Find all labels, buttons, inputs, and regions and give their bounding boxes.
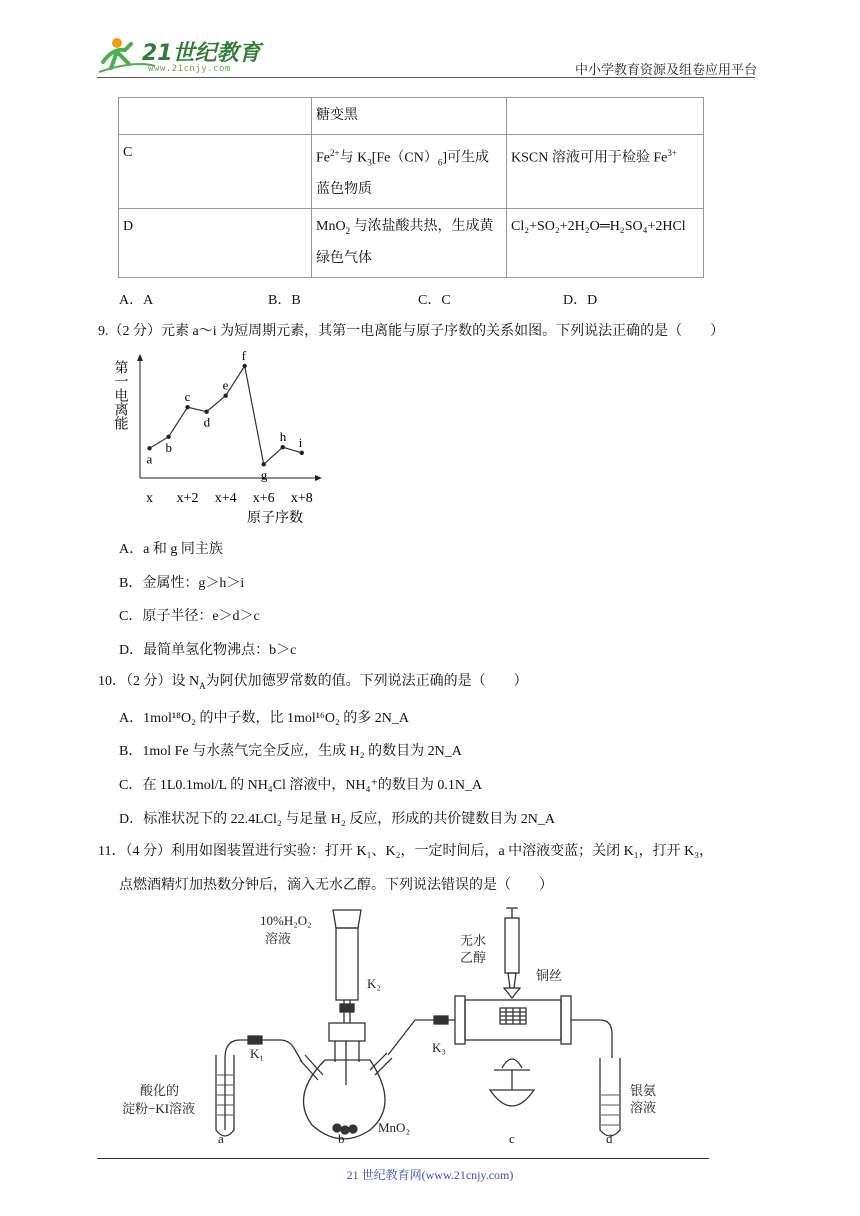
apparatus-diagram — [122, 900, 690, 1150]
ethanol-label-2: 乙醇 — [460, 950, 487, 965]
table-cell: Cl₂+SO₂+2H₂O═H₂SO₄+2HCl — [507, 209, 704, 278]
q11-stem-line2: 点燃酒精灯加热数分钟后，滴入无水乙醇。下列说法错误的是（ ） — [119, 878, 553, 893]
ethanol-label: 无水 — [460, 933, 487, 948]
table-row — [119, 98, 704, 135]
q9-stem: 9.（2 分）元素 a～i 为短周期元素，其第一电离能与原子序数的关系如图。下列说法正确的是（ ） — [98, 324, 725, 339]
x-tick-label: x — [146, 491, 154, 506]
table-row — [119, 135, 704, 209]
point-label: f — [241, 348, 247, 363]
alcohol-lamp — [502, 1059, 522, 1068]
q8-option-c: C．C — [418, 293, 451, 308]
x-tick-label: x+2 — [176, 491, 199, 506]
q8-option-a: A．A — [119, 293, 154, 308]
table-cell: 糖变黑 — [312, 98, 507, 135]
y-axis-label: 第一电离能 — [112, 360, 128, 430]
point-label: c — [184, 389, 191, 405]
data-point — [242, 364, 246, 368]
data-point — [147, 446, 151, 450]
q8-table — [118, 97, 704, 278]
solution-a-label: 酸化的 — [140, 1083, 180, 1098]
q10-option-b: B．1mol Fe 与水蒸气完全反应，生成 H₂ 的数目为 2N_A — [119, 744, 462, 759]
k3-label: K₃ — [432, 1040, 446, 1055]
mno2-label: MnO₂ — [378, 1120, 410, 1135]
data-point — [300, 451, 304, 455]
x-tick-label: x+6 — [252, 491, 275, 506]
q9-option-b: B．金属性：g＞h＞i — [119, 576, 245, 591]
q10-option-a: A．1mol¹⁸O₂ 的中子数，比 1mol¹⁶O₂ 的多 2N_A — [119, 711, 410, 726]
point-label: b — [165, 439, 173, 455]
footer-divider — [97, 1158, 709, 1159]
table-cell: $Fe^{2+}$与 $K_3[Fe(CN)_6]$可生成 蓝色物质 — [312, 135, 507, 209]
q8-option-d: D．D — [563, 293, 598, 308]
footer-text: 21 世纪教育网(www.21cnjy.com) — [346, 1168, 514, 1182]
data-point — [262, 462, 266, 466]
logo-title: 21世纪教育 — [142, 41, 261, 66]
point-label: e — [222, 377, 229, 393]
label-c: c — [509, 1131, 515, 1146]
point-label: d — [203, 414, 211, 430]
table-cell: KSCN 溶液可用于检验 $Fe^{3+}$ — [507, 135, 704, 209]
x-axis-label: 原子序数 — [247, 511, 303, 526]
point-label: i — [298, 434, 303, 450]
h2o2-label-2: 溶液 — [265, 931, 292, 946]
q10-option-c: C．在 1L0.1mol/L 的 NH₄Cl 溶液中，NH₄⁺的数目为 0.1N_A — [119, 778, 483, 793]
q9-option-d: D．最简单氢化物沸点：b＞c — [119, 643, 297, 658]
table-cell: C — [119, 135, 312, 209]
point-label: a — [146, 451, 153, 467]
header-divider — [97, 77, 755, 78]
dropping-funnel — [336, 928, 358, 1000]
label-a: a — [218, 1131, 224, 1146]
x-tick-label: x+4 — [214, 491, 237, 506]
label-d: d — [606, 1131, 613, 1146]
q9-option-a: A．a 和 g 同主族 — [119, 542, 223, 557]
copper-label: 铜丝 — [536, 968, 563, 983]
logo-url: www.21cnjy.com — [148, 64, 231, 74]
table-cell: MnO$_2$ 与浓盐酸共热，生成黄 绿色气体 — [312, 209, 507, 278]
x-tick-label: x+8 — [290, 491, 313, 506]
data-point — [166, 435, 170, 439]
data-point — [223, 394, 227, 398]
solution-d-label-2: 溶液 — [630, 1100, 657, 1115]
label-b: b — [338, 1131, 345, 1146]
data-point — [185, 405, 189, 409]
q9-option-c: C．原子半径：e＞d＞c — [119, 609, 260, 624]
test-tube-d — [600, 1058, 620, 1136]
k1-label: K₁ — [250, 1046, 264, 1061]
h2o2-label: 10%H₂O₂ — [260, 913, 312, 928]
platform-name: 中小学教育资源及组卷应用平台 — [574, 63, 757, 78]
q8-option-b: B．B — [268, 293, 301, 308]
q10-stem: 10．（2 分）设 $N_A$为阿伏加德罗常数的值。下列说法正确的是（ ） — [98, 674, 528, 691]
q11-stem-line1: 11．（4 分）利用如图装置进行实验：打开 K₁、K₂，一定时间后，a 中溶液变蓝；关闭 K₁，打开 K₃， — [98, 844, 714, 859]
table-cell: D — [119, 209, 312, 278]
solution-a-label-2: 淀粉−KI溶液 — [122, 1101, 196, 1116]
data-point — [281, 445, 285, 449]
k2-label: K₂ — [367, 976, 381, 991]
point-label: g — [260, 467, 268, 483]
syringe — [505, 918, 519, 973]
solution-d-label: 银氨 — [630, 1083, 657, 1098]
point-label: h — [279, 429, 287, 445]
q10-option-d: D．标准状况下的 22.4LCl₂ 与足量 H₂ 反应，形成的共价键数目为 2N_A — [119, 812, 555, 827]
table-row — [119, 209, 704, 278]
ionization-energy-chart — [112, 350, 327, 530]
data-point — [204, 410, 208, 414]
